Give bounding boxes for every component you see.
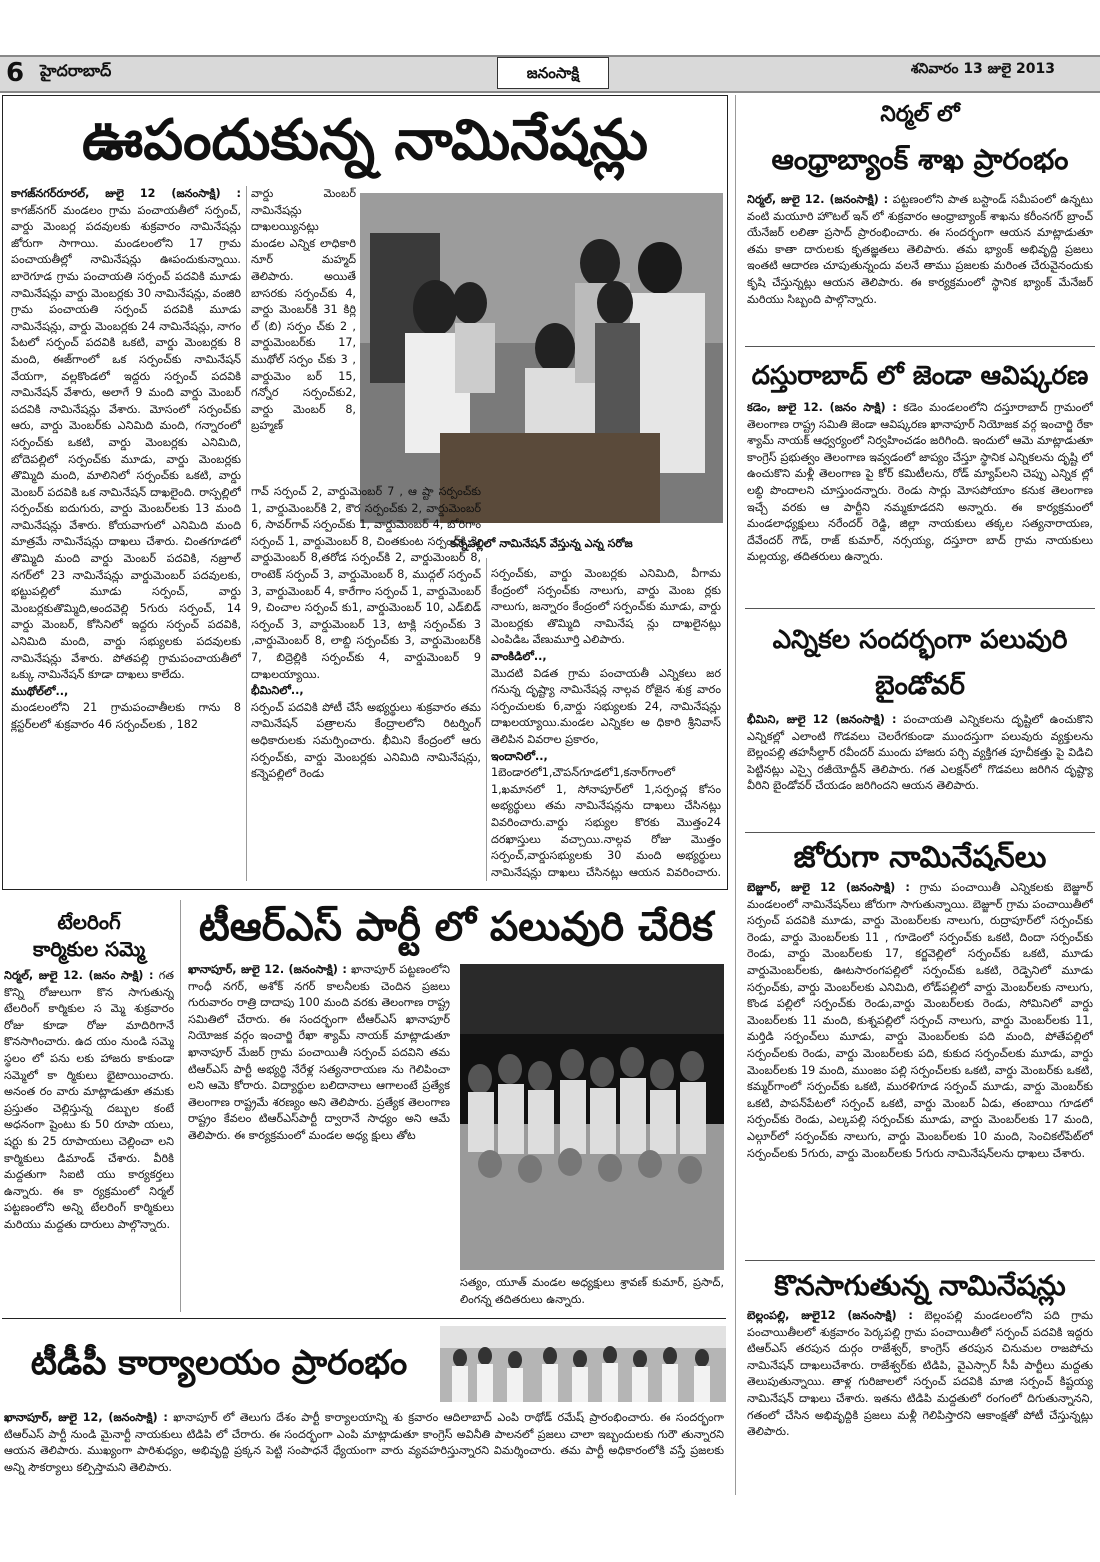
trs-photo-scene — [460, 964, 724, 1270]
tdp-top-rule — [2, 1318, 726, 1319]
flag-headline: దస్తురాబాద్ లో జెండా ఆవిష్కరణ — [751, 361, 1089, 391]
flag-story-text: కడెం, జులై 12. (జనం సాక్షి) : కడెం మండలంలోని దస్తూరాబాద్ గ్రామంలో తెలంగాణ రాష్ట్ర సమితి జెండా ఆవిష్కరణ ఖానాపూర్ నియోజక వర్గ ఇంచార్జి రేకా శ్యామ్ నాయక్ ఆధ్వర్యంలో నిర్వహించడం జరిగింది. ఇందులో ఆమె మాట్లాడుతూ కాంగ్రెస్ ప్రభుత్వం తెలంగాణ ఇవ్వడంలో జాప్యం చేస్తూ స్థానిక ఎన్నికలను దృష్టి లో ఉంచుకొని మళ్లీ తెలంగాణ పై కోర్ కమిటీలను, రోడ్ మ్యాప్‌లని చెప్పు ఎన్నిక ల్లో లబ్ధి పొందాలని చూస్తుందన్నారు. రెండు సార్లు మోసపోయాం కనుక తెలంగాణ ఇచ్చే వరకు ఆ పార్టీని నమ్మకూడదని అన్నారు. ఈ కార్యక్రమంలో మండలాధ్యక్షులు నరేందర్ రెడ్డి, జిల్లా నాయకులు తక్కల సత్యనారాయణ, దేవేందర్ గౌడ్, రాజ్ కుమార్, నర్సయ్య, దస్తూరా బాద్ గ్రామ నాయకులు మల్లయ్య, తదితరులు ఉన్నారు. — [747, 401, 1093, 564]
column-rule — [486, 558, 487, 881]
tdp-headline: టీడీపీ కార్యాలయం ప్రారంభం — [30, 1343, 408, 1383]
tdp-story-text: ఖానాపూర్, జులై 12, (జనంసాక్షి) : ఖానాపూర్ లో తెలుగు దేశం పార్టీ కార్యాలయాన్ని శు క్రవారం ఆదిలాబాద్ ఎంపి రాథోడ్ రమేష్ ప్రారంభించారు. ఈ సందర్భంగా టిఆర్ఎస్ పార్టీ నుండి మైనార్టీ నాయకులు టిడిపి లో చేరారు. ఈ సందర్భంగా ఎంపి మాట్లాడుతూ కాంగ్రెస్ అవినీతి పాలనలో ప్రజలు చాలా ఇబ్బందులకు గురౌ తున్నారని ఆయన తెలిపారు. ముఖ్యంగా పారిశుధ్యం, అభివృద్ది ప్రక్కన పెట్టి సంపాధనే ధ్యేయంగా వారు వ్యవహరిస్తున్నారని విమర్శించారు. తమ పార్టీ అధికారంలోకి వస్తే ప్రజలకు అన్ని సౌకర్యాలు కల్పిస్తామని తెలిపారు. — [4, 1411, 724, 1474]
trs-headline: టీఆర్ఎస్ పార్టీ లో పలువురి చేరిక — [198, 904, 714, 950]
andhra-bank-headline-2: ఆంధ్రాబ్యాంక్ శాఖ ప్రారంభం — [771, 143, 1069, 176]
strike-headline-1: టేలరింగ్ — [57, 910, 121, 934]
tdp-photo-scene — [440, 1326, 726, 1402]
photo-caption: కన్నెపల్లిలో నామినేషన్ వేస్తున్న ఎన్న సరోజ — [450, 537, 633, 550]
bindover-headline-2: బైండోవర్ — [875, 671, 965, 701]
rule — [745, 1260, 1095, 1261]
column-rule — [246, 186, 247, 881]
andhra-bank-headline-1: నిర్మల్ లో — [880, 102, 960, 127]
rule — [745, 832, 1095, 833]
rule — [745, 608, 1095, 609]
trs-story-text-end: సత్యం, యూత్ మండల అధ్యక్షులు శ్రావణ్ కుమార్, ప్రసాద్, లింగన్న తదితరులు ఉన్నారు. — [460, 1276, 724, 1306]
strike-story-text: నిర్మల్, జులై 12. (జనం సాక్షి) : గత కొన్ని రోజులుగా కొన సాగుతున్న టేలరింగ్ కార్మికుల స మ్మె శుక్రవారం రోజు కూడా రోజు మాదిరిగానే కొనసాగించారు. ఉద యం నుండి సమ్మె స్థలం లో పను లకు హాజరు కాకుండా సమ్మెలో కా ర్మికులు భైటాయించారు. అనంత రం వారు మాట్లాడుతూ తమకు ప్రస్తుతం చెల్లిస్తున్న దబ్బుల కంటే అధనంగా షైంటు కు 50 రూపా యలు, షర్టు కు 25 రూపాయలు చెల్లించా లని కార్మికులు డిమాండ్ చేశారు. వీరికి మద్దతుగా సిఐటి యు కార్యకర్తలు ఉన్నారు. ఈ కా ర్యక్రమంలో నిర్మల్ పట్టణంలోని అన్ని టేలరింగ్ కార్మికులు మరియు మద్దతు దారులు పాల్గొన్నారు. — [4, 969, 174, 1231]
newspaper-logo: జనంసాక్షి — [497, 57, 609, 89]
andhra-bank-text: నిర్మల్, జులై 12. (జనంసాక్షి) : పట్టణంలోని పాత బస్టాండ్ సమీపంలో ఉన్నటు వంటి మయూరి హొటల్ ఇన్ లో శుక్రవారం ఆంధ్రాబ్యాంక్ శాఖను కరీంనగర్ బ్రాంచ్ యేనేజర్ లలితా ప్రసాద్ ప్రారంభించారు. ఈ సందర్భంగా ఆయన మాట్లాడుతూ తమ కాతా దారులకు కృతజ్ఞతలు తెలిపారు. తమ భ్యాంక్ అభివృద్ది ప్రజలు ఇంతటి ఆదారణ చూపుతున్నందు వలనే తాము ప్రజలకు మరింత చేరువైనందుకు కృషి చేస్తున్నట్లు ఆయన తెలిపారు. ఈ కార్యక్రమంలో స్థానిక భ్యాంక్ మేనేజర్ మరియు సిబ్బంది పాల్గొన్నారు. — [747, 193, 1093, 306]
column-rule — [180, 900, 181, 1312]
main-headline: ఊపందుకున్న నామినేషన్లు — [81, 108, 649, 173]
nomination-photo-scene — [360, 193, 723, 523]
konasagutunna-headline: కొనసాగుతున్న నామినేషన్లు — [774, 1269, 1066, 1302]
joruga-headline: జోరుగా నామినేషన్‌లు — [793, 840, 1047, 875]
trs-joining-photo — [460, 964, 724, 1270]
issue-date: శనివారం 13 జులై 2013 — [910, 61, 1055, 77]
rule — [745, 346, 1095, 347]
strike-headline-2: కార్మికుల సమ్మె — [32, 937, 146, 961]
main-story-col2-top: వార్డు మెంబర్ నామినేషన్లు దాఖలయ్యినట్లు మండల ఎన్నిక లాధికారి నూర్ మహ్మద్ తెలిపారు. అయితే బాసరకు సర్పంచ్‌కు 4, వార్డు మెంబర్‌కి 31 కిర్లి ల్ (బి) సర్పం చ్‌కు 2 , వార్డుమెంబర్‌కు 17, ముథోల్ సర్పం చ్‌కు 3 , వార్డుమెం బర్ 15, గన్నోర సర్పంచ్‌కు2, వార్డు మెంబర్ 8, బ్రహ్మణ్ — [251, 187, 356, 433]
bindover-headline-1: ఎన్నికల సందర్భంగా పలువురి — [772, 625, 1068, 655]
bindover-story-text: భీమిని, జులై 12 (జనంసాక్షి) : పంచాయతి ఎన్నికలను దృష్టిలో ఉంచుకొని ఎన్నికల్లో ఎలాంటి గొడవలు చెలరేగకుండా ముందస్తుగా పలువురు వ్యక్తులను బెల్లంపల్లి తహసీల్దార్ రవీందర్ ముందు హాజరు పర్చి వ్యక్తిగత పూచీకత్తు పై విడిచి పెట్టినట్లు ఎస్సై రజీయోద్దీన్ తెలిపారు. గత ఎలక్షన్‌లో గొడవలు జరిగిన దృష్ట్యా వీరిని బైండోవర్ చేయడం జరిగిందని ఆయన తెలిపారు. — [747, 713, 1093, 793]
page-number: 6 — [6, 58, 25, 88]
main-story-col2-bottom: గావ్ సర్పంచ్ 2, వార్డుమెంబర్ 7 , ఆ ష్టా సర్పంచ్‌కు 1, వార్డుమెంబర్‌కి 2, కౌర సర్పంచ్‌కు 2, వార్డుమెంబర్ 6, సావర్‌గావ్ సర్పంచ్‌కు 1, వార్డుమెంబర్ 4, బోరిగాం సర్పంచ్ 1, వార్డుమెంబర్ 8, చింతకుంట సర్పంచ్‌కి 3, వార్డుమెంబర్ 8,తరోడ సర్పంచ్‌కి 2, వార్డుమెంబర్ 8, రాంటెక్ సర్పంచ్ 3, వార్డుమెంబర్ 8, ముద్గల్ సర్పంచ్ 3, వార్డుమెంబర్ 4, కారేగాం సర్పంచ్ 1, వార్డుమెంబర్ 9, చించాల సర్పంచ్ కు1, వార్డుమెంబర్ 10, ఎడ్‌బిడ్ సర్పంచ్ 3, వార్డుమెంబర్ 13, టాక్లి సర్పంచ్‌కు 3 ,వార్డుమెంబర్ 8, లాబ్ది సర్పంచ్‌కు 3, వార్డుమెంబర్‌కి 7, బిద్రెల్లికి సర్పంచ్‌కు 4, వార్డుమెంబర్ 9 దాఖలయ్యాయి. భీమినిలో.., సర్పంచ్ పదవికి పోటీ చేసే అభ్యర్థులు శుక్రవారం తమ నామినేషన్ పత్రాలను కేంద్రాలలోని రిటర్నింగ్ అధికారులకు సమర్పించారు. భీమిని కేంద్రంలో ఆరు సర్పంచ్‌కు, వార్డు మెంబర్లకు ఎనిమిది నామినేషన్లు, కన్నెపల్లిలో రెండు — [251, 485, 481, 781]
joruga-story-text: బెజ్జూర్, జులై 12 (జనంసాక్షి) : గ్రామ పంచాయితీ ఎన్నికలకు బెజ్జూర్ మండలంలో నామినేషన్‌లు జోరుగా సాగుతున్నాయి. బెజ్జూర్ గ్రామ పంచాయితీలో సర్పంచ్ పదవికి మూడు, వార్డు మెంబర్‌లకు నాలుగు, రుద్రాపూర్‌లో సర్పంచ్‌కు రెండు, వార్డు మెంబర్‌లకు 11 , గూడెంలో సర్పంచ్‌కు ఒకటి, దిందా సర్పంచ్‌కు రెండు, వార్డు మెంబర్‌లకు 17, కర్జవెల్లిలో సర్పంచ్‌కు ఒకటి, మూడు వార్డుమెంబర్‌లకు, ఊటసారంగపల్లిలో సర్పంచ్‌కు ఒకటి, రెడ్పెనిలో మూడు సర్పంచ్‌కు, వార్డు మెంబర్‌లకు ఎనిమిది, లోడ్‌పల్లిలో వార్డు మెంబర్‌లకు నాలుగు, కొండ పల్లిలో సర్పంచ్‌కు రెండు,వార్డు మెంబర్‌లకు రెండు, సోమినిలో వార్డు మెంబర్‌లకు 11 మంది, కుశ్నపల్లిలో సర్పంచ్ నాలుగు, వార్డు మెంబర్‌లకు 11, మర్తిడి సర్పంచ్‌లు మూడు, వార్డు మెంబర్‌లకు పది మంది, పోతేపల్లిలో సర్పంచ్‌లకు రెండు, వార్డు మెంబర్‌లకు పది, కుకుద సర్పంచ్‌లకు మూడు, వార్డు మెంబర్‌లకు 19 మంది, ముంజం పల్లి సర్పంచ్‌లకు ఒకటి, వార్డు మెంబర్‌కు ఒకటి, కమ్మర్‌గాంలో సర్పంచ్‌కు ఒకటి, మురళిగూడ సర్పంచ్ మూడు, వార్డు మెంబర్‌కు ఒకటి, పాపన్‌పేటలో సర్పంచ్ ఒకటి, వార్డు మెంబర్ ఏడు, తంబాయి గూడలో సర్పంచ్‌కు రెండు, ఎల్కపల్లి సర్పంచ్‌కు మూడు, వార్డు మెంబర్‌లకు 17 మంది, ఎల్గూర్‌లో సర్పంచ్‌కు నాలుగు, వార్డు మెంబర్‌లకు 10 మంది, సెంచికల్‌పేట్‌లో సర్పంచ్‌లకు 5గురు, వార్డు మెంబర్‌లకు 5గురు నామినేషన్‌లను ధాఖలు చేశారు. — [747, 881, 1093, 1160]
tdp-office-photo — [440, 1326, 726, 1402]
nomination-photo — [360, 193, 723, 523]
trs-story-text: ఖానాపూర్, జులై 12. (జనంసాక్షి) : ఖానాపూర్ పట్టణంలోని గాంధీ నగర్, అశోక్ నగర్ కాలనీలకు చెందిన ప్రజలు గురువారం రాత్రి దాదాపు 100 మంది వరకు తెలంగాణ రాష్ట్ర సమితిలో చేరారు. ఈ సందర్భంగా టీఆర్ఎస్ ఖానాపూర్ నియోజక వర్గం ఇంచార్జి రేఖా శ్యామ్ నాయక్ మాట్లాడుతూ ఖానాపూర్ మేజర్ గ్రామ పంచాయితీ సర్పంచ్ పదవిని తమ టిఆర్ఎస్ పార్టీ అభ్యర్థి నేరేళ్ల సత్యనారాయణ ను గెలిపించా లని ఆమె కోరారు. విద్యార్థుల బలిదానాలు ఆగాలంటే ప్రత్యేక తెలంగాణ రాష్ట్రమే శరణ్యం అని తెలిపారు. ప్రత్యేక తెలంగాణ రాష్ట్రం కేవలం టిఆర్ఎస్‌పార్టీ ద్వారానే సాధ్యం అని ఆమే తెలిపారు. ఈ కార్యక్రమంలో మండల అధ్య క్షులు తోట — [188, 963, 450, 1142]
edition-city: హైదరాబాద్ — [40, 61, 112, 80]
main-story-col3: సర్పంచ్‌కు, వార్డు మెంబర్లకు ఎనిమిది, వీగామ కేంద్రంలో సర్పంచ్‌కు నాలుగు, వార్డు మెంబ ర్లకు నాలుగు, జన్నారం కేంద్రంలో సర్పంచ్‌కు మూడు, వార్డు మెంబర్లకు తొమ్మిది నామినేష న్లు దాఖలైనట్లు ఎంపిడిఒ వేణుమూర్తి ఎలిపారు. వాంకిడిలో.., మొదటి విడత గ్రామ పంచాయతీ ఎన్నికలు జర గనున్న దృష్ట్యా నామినేషన్ల నాల్గవ రోజైన శుక్ర వారం సర్పంచులకు 6,వార్డు సభ్యులకు 24, నామినేషన్లు దాఖలయ్యాయి.మండల ఎన్నికల అ ధికారి శ్రీనివాస్ తెలిపిన వివరాల ప్రకారం, ఇందానిలో.., 1బెండారలో1,చౌపన్‌గూడలో1,కనార్‌గాంలో 1,ఖమానలో 1, సోనాపూర్‌లో 1,సర్పంచ్ల కోసం అభ్యర్థులు తమ నామినేషన్లను దాఖలు చేసినట్లు వివరించారు.వార్డు సభ్యుల కొరకు మొత్తం24 దరఖాస్తులు వచ్చాయి.నాల్గవ రోజు మొత్తం సర్పంచ్,వార్డుసభ్యులకు 30 మంది అభ్యర్థులు నామినేషన్లు దాఖలు చేసినట్లు ఆయన వివరించారు. — [491, 567, 721, 879]
right-column-rule — [735, 95, 736, 1495]
main-story-box — [2, 95, 728, 890]
konasagutunna-story-text: బెల్లంపల్లి, జులై12 (జనంసాక్షి) : బెల్లంపల్లి మండలంలోని పది గ్రామ పంచాయితీలలో శుక్రవారం పెర్కపల్లి గ్రామ పంచాయితీలో సర్పంచ్ పదవికి ఇద్దరు టిఆర్ఎస్ తరపున దుర్గం రాజేశ్వర్, కాంగ్రెస్ తరపున చినుమల రాజపోచు నామినేషన్ దాఖలుచేశారు. రాజేశ్వర్‌కు టిడిపి, వైఎస్సార్ సీపీ పార్టీలు మద్దతు తెలుపుతున్నాయి. తాళ్ల గురిజాలలో సర్పంచ్ పదవికి మాజి సర్పంచ్ కిష్టయ్య నామినేషన్ దాఖలు చేశారు. ఇతను టిడిపి మద్దతులో రంగంలో దిగుతున్నానని, గతంలో చేసిన అభివృద్దికి ప్రజలు మళ్లీ గెలిపిస్తారని ఆకాంక్షతో పోటీ చేస్తున్నట్లు తెలిపారు. — [747, 1309, 1093, 1439]
main-story-col1: కాగజ్‌నగర్‌రూరల్, జులై 12 (జనంసాక్షి) : కాగజ్‌నగర్ మండలం గ్రామ పంచాయతీలో సర్పంచ్, వార్డు మెంబర్ల పదవులకు శుక్రవారం నామినేషన్లు జోరుగా సాగాయి. మండలంలోని 17 గ్రామ పంచాయతీల్లో నామినేషన్లు ఊపందుకున్నాయి. బారెగూడ గ్రామ పంచాయతి సర్పంచ్ పదవికి మూడు నామినేషన్లు వార్డు మెంబర్లకు 30 నామినేషన్లు, వంజిరి గ్రామ పంచాయతి సర్పంచ్ పదవికి మూడు నామినేషన్లు, వార్డు మెంబర్లకు 24 నామినేషన్లు, నాగం పేటలో సర్పంచ్ పదవికి ఒకటి, వార్డు మెంబర్లకు 8 మంది, ఈజ్‌గాంలో ఒక సర్పంచ్‌కు నామినేషన్ వేయగా, వల్లకొండలో ఇద్దరు సర్పంచ్ పదవికి నామినేషన్ వేశారు, అలాగే 9 మంది వార్డు మెంబర్ పదవికి నామినేషన్లు వేశారు. మోసంలో సర్పంచ్‌కు ఆరు, వార్డు మెంబర్‌కు ఎనిమిది మంది, గన్నారంలో సర్పంచ్‌కు ఒకటి, వార్డు మెంబర్లకు ఎనిమిది, బోదెపల్లిలో సర్పంచ్‌కు మూడు, వార్డు మెంబర్లకు తొమ్మిది మంది, మాలినిలో సర్పంచ్‌కు ఒకటి, వార్డు మెంబర్ పదవికి ఒక నామినేషన్ దాఖలైంది. రాస్పల్లిలో సర్పంచ్‌కు ఐదుగురు, వార్డు మెంబర్‌లకు 13 మంది నామినేషన్లు వేశారు. కోయవాగులో ఎనిమిది మంది మాత్రమే నామినేషన్లు దాఖలు చేశారు. చింతగూడలో తొమ్మిది మంది వార్డు మెంబర్ పదవికి, నజ్రూల్ నగర్‌లో 23 నామినేషన్లు వార్డుమెంబర్ పదవులకు, భట్టుపల్లిలో మూడు సర్పంచ్, వార్డు మెంబర్లకుతొమ్మిది,అందవెల్లి 5గురు సర్పంచ్, 14 వార్డు మెంబర్, కోసినిలో ఇద్దరు సర్పంచ్ పదవికి, ఎనిమిది మంది, వార్డు సభ్యులకు పదవులకు నామినేషన్లు వేశారు. పోతపల్లి గ్రామపంచాయతీలో ఒక్కు నామినేషన్ కూడా దాఖలు కాలేదు. ముథోల్‌లో.., మండలంలోని 21 గ్రామపంచాతీలకు గాను 8 క్లస్టర్‌లలో శుక్రవారం 46 సర్పంచ్‌లకు , 182 — [11, 187, 241, 731]
